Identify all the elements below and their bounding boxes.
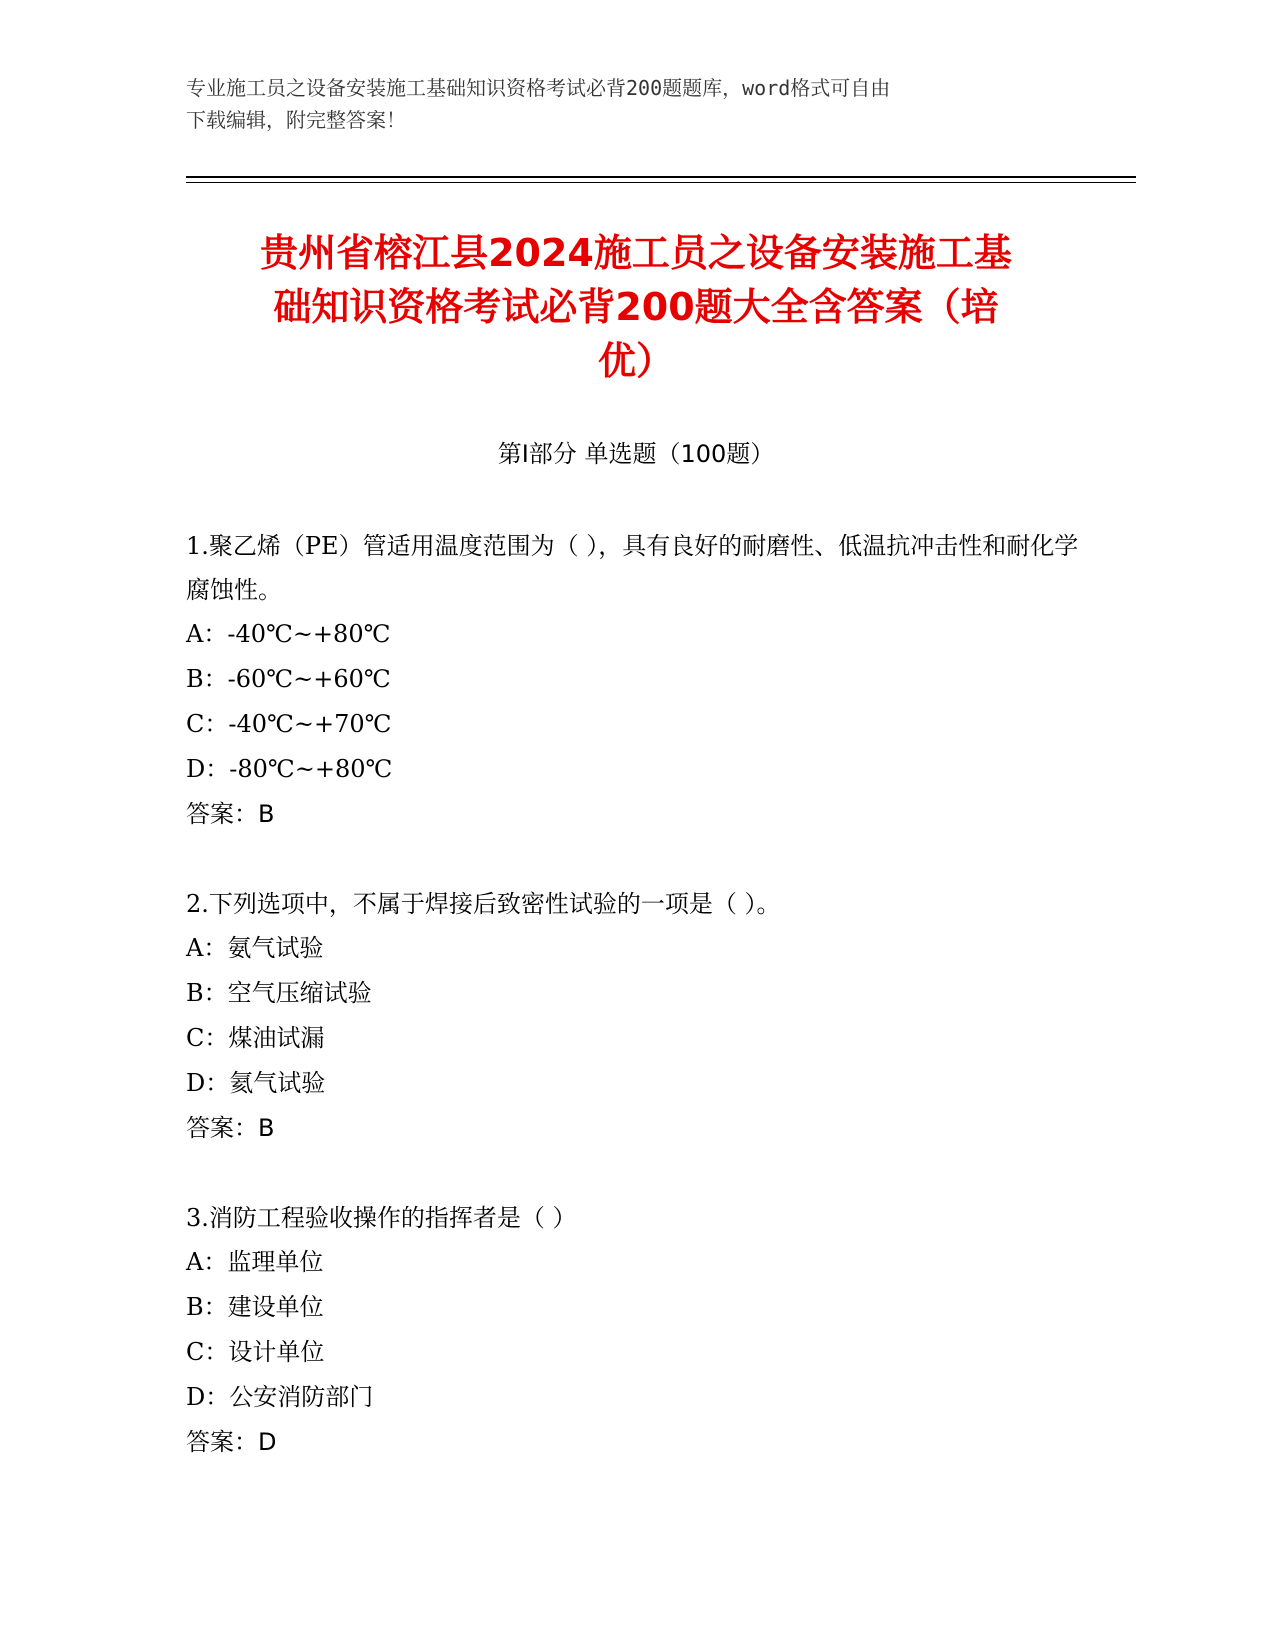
document-title <box>186 226 1086 388</box>
option-a: A：-40℃~+80℃ <box>186 620 391 648</box>
header-divider-thin <box>186 182 1136 183</box>
section-heading: 第I部分 单选题（100题） <box>497 440 775 468</box>
option-d: D：公安消防部门 <box>186 1383 374 1411</box>
header-divider-thick <box>186 176 1136 178</box>
header-line-2: 下载编辑，附完整答案！ <box>186 108 406 132</box>
answer: 答案：D <box>186 1428 277 1456</box>
option-c: C：煤油试漏 <box>186 1024 325 1052</box>
option-a: A：氨气试验 <box>186 934 324 962</box>
question-item <box>186 524 1086 837</box>
option-b: B：空气压缩试验 <box>186 979 372 1007</box>
document-header <box>186 72 1086 136</box>
option-c: C：设计单位 <box>186 1338 325 1366</box>
title-line-1: 贵州省榕江县2024施工员之设备安装施工基 <box>260 231 1012 275</box>
question-list <box>186 524 1086 1510</box>
option-d: D：氦气试验 <box>186 1069 326 1097</box>
option-b: B：建设单位 <box>186 1293 324 1321</box>
question-item <box>186 1196 1086 1465</box>
option-c: C：-40℃~+70℃ <box>186 710 392 738</box>
answer: 答案：B <box>186 800 275 828</box>
option-d: D：-80℃~+80℃ <box>186 755 393 783</box>
header-line-1: 专业施工员之设备安装施工基础知识资格考试必背200题题库，word格式可自由 <box>186 76 891 100</box>
title-line-2: 础知识资格考试必背200题大全含答案（培 <box>273 285 999 329</box>
question-item <box>186 882 1086 1151</box>
question-text: 2.下列选项中，不属于焊接后致密性试验的一项是（ ）。 <box>186 890 781 918</box>
question-text: 3.消防工程验收操作的指挥者是（ ） <box>186 1204 577 1232</box>
option-b: B：-60℃~+60℃ <box>186 665 391 693</box>
answer: 答案：B <box>186 1114 275 1142</box>
question-text: 1.聚乙烯（PE）管适用温度范围为（ ），具有良好的耐磨性、低温抗冲击性和耐化学腐蚀性。 <box>186 532 1079 604</box>
title-line-3: 优） <box>597 339 674 383</box>
option-a: A：监理单位 <box>186 1248 324 1276</box>
